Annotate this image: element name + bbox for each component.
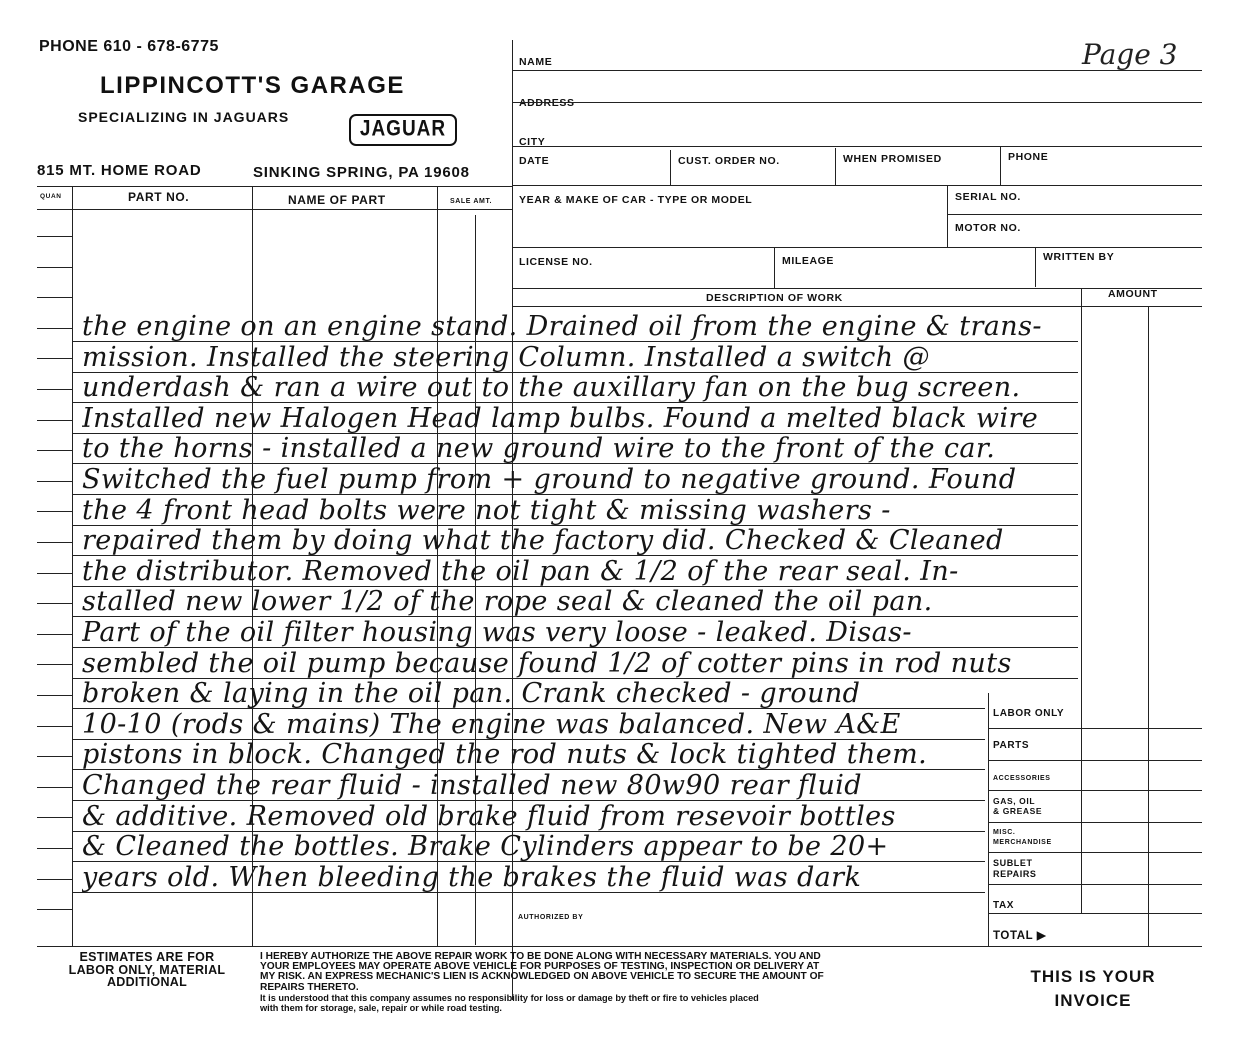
description-line: Part of the oil filter housing was very loose - leaked. Disas- <box>82 617 912 648</box>
mileage-divider <box>1035 247 1036 287</box>
address-label: ADDRESS <box>519 97 575 109</box>
description-line: & Cleaned the bottles. Brake Cylinders appear to be 20+ <box>82 831 889 863</box>
auth-line-1: I HEREBY AUTHORIZE THE ABOVE REPAIR WORK TO BE DONE ALONG WITH NECESSARY MATERIALS. YOU AND <box>260 951 821 962</box>
mileage-label: MILEAGE <box>782 255 835 267</box>
description-header: DESCRIPTION OF WORK <box>706 292 843 304</box>
totals-row-line <box>988 790 1202 791</box>
parts-row-line <box>37 481 72 482</box>
description-line: repaired them by doing what the factory did. Checked & Cleaned <box>82 525 1004 557</box>
company-tagline: SPECIALIZING IN JAGUARS <box>78 109 290 125</box>
description-line: sembled the oil pump because found 1/2 of cotter pins in rod nuts <box>82 647 1012 679</box>
parts-row-line <box>37 603 72 604</box>
total-label: TOTAL ▶ <box>993 930 1047 942</box>
description-line: Changed the rear fluid - installed new 80w90 rear fluid <box>82 770 862 801</box>
license-row-line <box>512 288 1202 289</box>
company-name: LIPPINCOTT'S GARAGE <box>100 72 405 99</box>
parts-row-line <box>37 695 72 696</box>
form-bottom-line <box>37 946 1202 947</box>
street-address: 815 MT. HOME ROAD <box>37 162 202 179</box>
auth-line-3: MY RISK. AN EXPRESS MECHANIC'S LIEN IS ACKNOWLEDGED ON ABOVE VEHICLE TO SECURE THE AMOUNT OF <box>260 971 824 983</box>
invoice-notice <box>1005 965 1181 1013</box>
parts-row-line <box>37 573 72 574</box>
year-make-label: YEAR & MAKE OF CAR - TYPE OR MODEL <box>519 194 753 206</box>
name-label: NAME <box>519 56 553 68</box>
name-field-line <box>512 70 1202 71</box>
parts-row-line <box>37 267 72 268</box>
description-line: 10-10 (rods & mains) The engine was balanced. New A&E <box>82 708 901 740</box>
auth-line-6: with them for storage, sale, repair or while road testing. <box>260 1003 502 1014</box>
parts-row-line <box>37 787 72 788</box>
city-state-zip: SINKING SPRING, PA 19608 <box>253 164 470 181</box>
motor-label: MOTOR NO. <box>955 222 1021 234</box>
totals-row-line <box>988 728 1202 729</box>
estimates-notice <box>40 951 254 989</box>
parts-row-line <box>37 236 72 237</box>
authorization-notice <box>260 952 824 1013</box>
parts-row-line <box>37 511 72 512</box>
totals-row-line <box>988 760 1202 761</box>
page-number-note: Page 3 <box>1082 38 1178 71</box>
serial-line <box>947 214 1202 215</box>
estimates-line-3: ADDITIONAL <box>106 975 188 989</box>
serial-label: SERIAL NO. <box>955 191 1021 203</box>
auth-line-5: It is understood that this company assumes no responsibility for loss or damage by theft or fire to vehicles placed <box>260 992 759 1003</box>
totals-row-line <box>988 852 1202 853</box>
tax-label: TAX <box>993 900 1015 911</box>
parts-row-line <box>37 328 72 329</box>
description-line: the engine on an engine stand. Drained oil from the engine & trans- <box>82 311 1042 342</box>
auth-line-2: YOUR EMPLOYEES MAY OPERATE ABOVE VEHICLE FOR PURPOSES OF TESTING, INSPECTION OR DELIVERY AT <box>260 961 820 973</box>
parts-row-line <box>37 756 72 757</box>
order-divider <box>835 148 836 185</box>
description-line: pistons in block. Changed the rod nuts & lock tighted them. <box>82 739 928 771</box>
description-line: & additive. Removed old brake fluid from resevoir bottles <box>82 800 896 832</box>
parts-row-line <box>37 909 72 910</box>
ruled-line <box>72 892 985 893</box>
when-promised-label: WHEN PROMISED <box>843 153 942 165</box>
gas-grease-label: & GREASE <box>993 806 1043 816</box>
quan-header: QUAN <box>40 193 62 200</box>
labor-only-label: LABOR ONLY <box>993 708 1065 719</box>
description-line: Installed new Halogen Head lamp bulbs. Found a melted black wire <box>82 402 1039 434</box>
jaguar-logo-text: JAGUAR <box>359 117 447 142</box>
parts-row-line <box>37 542 72 543</box>
parts-row-line <box>37 634 72 635</box>
merchandise-label: MERCHANDISE <box>993 839 1052 846</box>
estimates-line-1: ESTIMATES ARE FOR <box>79 950 215 964</box>
description-line: the 4 front head bolts were not tight & missing washers - <box>82 494 891 526</box>
date-label: DATE <box>519 155 550 167</box>
invoice-line-2: INVOICE <box>1054 991 1132 1010</box>
authorized-by-label: AUTHORIZED BY <box>518 914 584 921</box>
parts-row-line <box>37 297 72 298</box>
sublet-label: SUBLET <box>993 858 1033 868</box>
amount-col-left <box>1081 288 1082 913</box>
description-line: to the horns - installed a new ground wire to the front of the car. <box>82 433 996 465</box>
phone-number: PHONE 610 - 678-6775 <box>39 38 219 55</box>
phone-label: PHONE <box>1008 151 1049 163</box>
serial-divider <box>947 185 948 247</box>
parts-row-line <box>37 420 72 421</box>
parts-row-line <box>37 879 72 880</box>
tax-line <box>988 913 1202 914</box>
parts-row-line <box>37 389 72 390</box>
name-of-part-header: NAME OF PART <box>288 193 386 207</box>
license-divider <box>774 247 775 289</box>
totals-row-line <box>988 822 1202 823</box>
description-line: mission. Installed the steering Column. Installed a switch @ <box>82 341 930 373</box>
date-row-line <box>512 185 1202 186</box>
description-header-line <box>512 306 1202 307</box>
parts-row-line <box>37 358 72 359</box>
written-by-label: WRITTEN BY <box>1043 251 1115 263</box>
parts-row-line <box>37 848 72 849</box>
vehicle-row-line <box>512 247 1202 248</box>
totals-col-left <box>988 693 989 946</box>
gas-oil-label: GAS, OIL <box>993 796 1036 806</box>
parts-header-line <box>37 209 512 210</box>
address-field-line <box>512 102 1202 103</box>
accessories-label: ACCESSORIES <box>993 775 1051 782</box>
parts-row-line <box>37 726 72 727</box>
license-label: LICENSE NO. <box>519 256 593 268</box>
city-field-line <box>512 146 1202 147</box>
parts-row-line <box>37 664 72 665</box>
city-label: CITY <box>519 136 546 148</box>
invoice-line-1: THIS IS YOUR <box>1030 967 1156 986</box>
parts-top-line <box>37 186 512 187</box>
description-line: Switched the fuel pump from + ground to negative ground. Found <box>82 464 1017 495</box>
description-line: underdash & ran a wire out to the auxillary fan on the bug screen. <box>82 372 1021 404</box>
amount-header: AMOUNT <box>1108 288 1158 300</box>
description-line: broken & laying in the oil pan. Crank checked - ground <box>82 678 861 710</box>
jaguar-logo <box>349 114 457 146</box>
description-line: stalled new lower 1/2 of the rope seal & cleaned the oil pan. <box>82 586 933 618</box>
parts-col-divider-1 <box>72 186 73 946</box>
sale-amt-header: SALE AMT. <box>450 198 493 205</box>
amount-col-mid <box>1148 306 1149 946</box>
auth-line-4: REPAIRS THERETO. <box>260 981 359 993</box>
misc-label: MISC. <box>993 829 1016 836</box>
parts-total-label: PARTS <box>993 740 1030 751</box>
promised-divider <box>1000 146 1001 185</box>
part-no-header: PART NO. <box>128 190 190 204</box>
cust-order-label: CUST. ORDER NO. <box>678 155 780 167</box>
estimates-line-2: LABOR ONLY, MATERIAL <box>68 962 226 977</box>
description-line: the distributor. Removed the oil pan & 1/2 of the rear seal. In- <box>82 555 959 587</box>
description-line: years old. When bleeding the brakes the fluid was dark <box>82 861 862 893</box>
repairs-label: REPAIRS <box>993 869 1037 879</box>
parts-row-line <box>37 450 72 451</box>
parts-row-line <box>37 817 72 818</box>
date-divider <box>670 150 671 185</box>
totals-row-line <box>988 884 1202 885</box>
